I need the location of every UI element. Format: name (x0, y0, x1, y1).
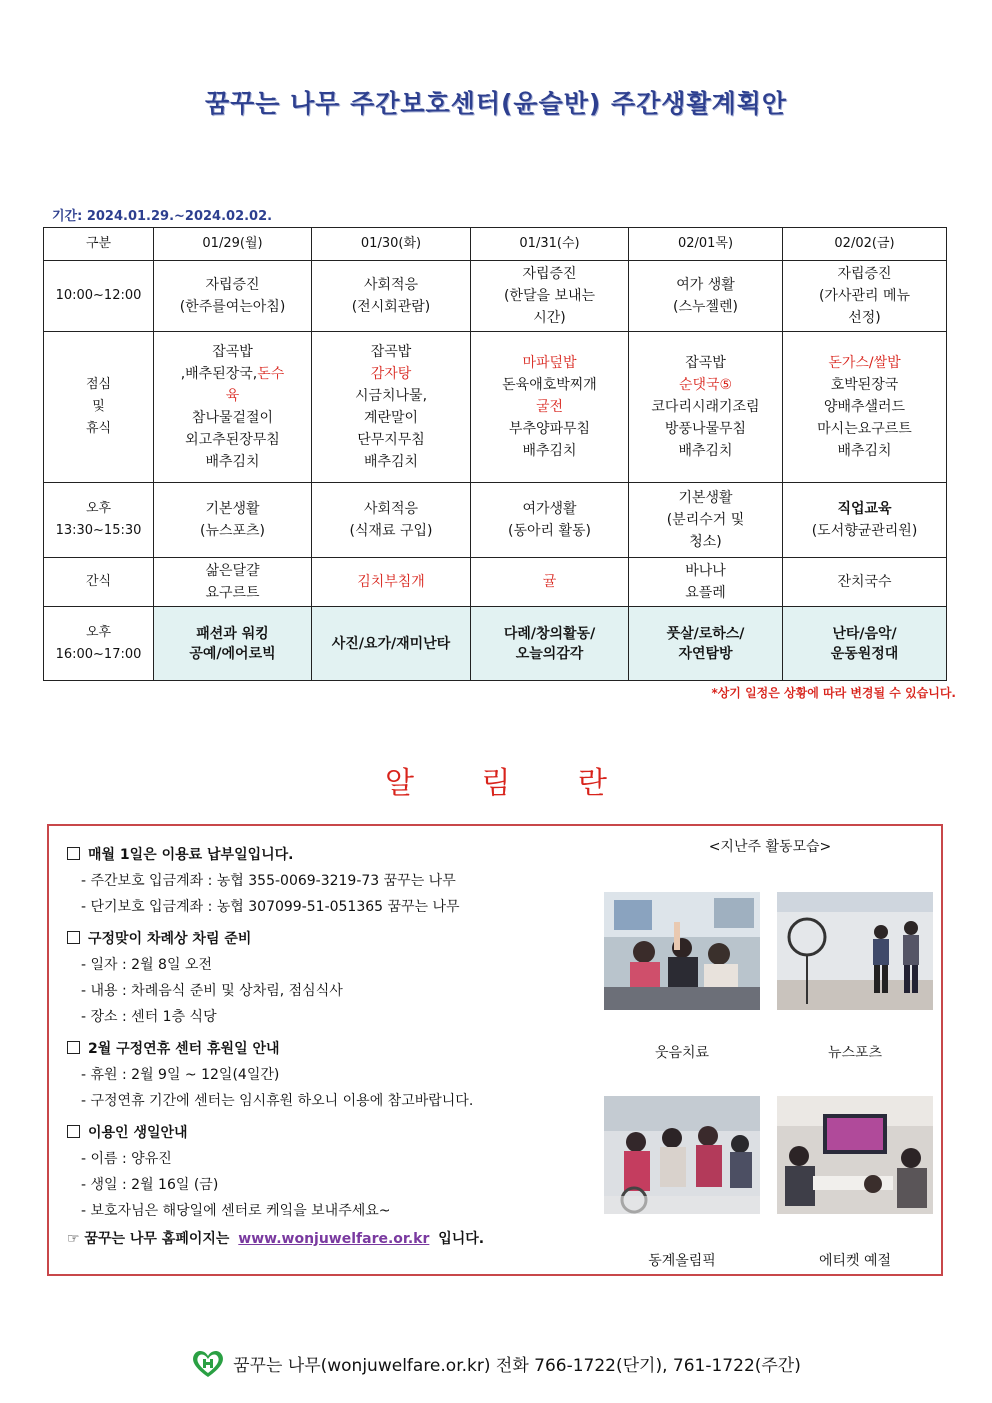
activity-main: 여가 생활 (676, 277, 735, 293)
menu-item-highlight: 돈수 (257, 366, 285, 382)
heart-logo-icon (191, 1349, 225, 1384)
program-line: 자연탐방 (678, 645, 733, 662)
menu-item: 돈육애호박찌개 (502, 377, 597, 393)
activity-sub: (전시회관람) (351, 299, 431, 315)
late-tue (312, 607, 471, 681)
row-label-line: 휴식 (85, 421, 112, 436)
late-mon (154, 607, 312, 681)
activity-sub: (도서향균관리원) (811, 523, 918, 539)
row-label-line: 오후 (85, 501, 112, 516)
row-label-afternoon (44, 483, 154, 558)
snack-thu (629, 558, 783, 607)
notice-heading-text: 이용인 생일안내 (88, 1125, 188, 1141)
snack-wed: 귤 (471, 558, 629, 607)
menu-item: 양배추샐러드 (823, 399, 906, 415)
program-line: 패션과 워킹 (196, 625, 269, 642)
afternoon-tue (312, 483, 471, 558)
notice-line: - 구정연휴 기간에 센터는 임시휴원 하오니 이용에 참고바랍니다. (81, 1093, 474, 1109)
homepage-prefix: ☞ 꿈꾸는 나무 홈페이지는 (67, 1231, 230, 1247)
footer-text: 꿈꾸는 나무(wonjuwelfare.or.kr) 전화 766-1722(단기), 761-1722(주간) (233, 1356, 801, 1376)
activity-main: 사회적응 (363, 501, 419, 517)
activity-sub: (식재료 구입) (349, 523, 433, 539)
activity-main: 직업교육 (837, 501, 892, 517)
row-label-line: 오후 (85, 624, 112, 640)
notice-heading (67, 842, 597, 868)
lunch-fri (783, 332, 947, 483)
activity-sub: (스누젤렌) (672, 299, 739, 315)
program-line: 사진/요가/재미난타 (331, 635, 451, 652)
menu-item: 배추김치 (678, 443, 733, 459)
photo-caption: 에티켓 예절 (818, 1253, 892, 1269)
photo-caption: 동계올림픽 (648, 1253, 716, 1269)
activity-photo-etiquette (777, 1096, 933, 1214)
notice-line: - 주간보호 입금계좌 : 농협 355-0069-3219-73 꿈꾸는 나무 (81, 873, 456, 889)
menu-item: 잡곡밥 (212, 344, 253, 360)
activity-main: 자립증진 (205, 277, 260, 293)
menu-item: 방풍나물무침 (664, 421, 747, 437)
menu-item: 잡곡밥 (685, 355, 726, 371)
checkbox-square-icon (67, 847, 80, 860)
late-afternoon-row (44, 607, 947, 681)
snack-tue: 김치부침개 (312, 558, 471, 607)
activity-photo-olympics (604, 1096, 760, 1214)
snack-item: 요구르트 (205, 585, 260, 601)
afternoon-row (44, 483, 947, 558)
photo-placeholder (777, 1096, 933, 1214)
lunch-wed (471, 332, 629, 483)
notice-line: - 단기보호 입금계좌 : 농협 307099-51-051365 꿈꾸는 나무 (81, 899, 460, 915)
notice-section (67, 842, 597, 920)
row-label-line: 16:00~17:00 (55, 646, 142, 662)
notice-heading-text: 매월 1일은 이용료 납부일입니다. (88, 847, 294, 863)
notice-box (47, 824, 943, 1276)
activity-main: 여가생활 (522, 501, 577, 517)
photo-placeholder (604, 892, 760, 1010)
menu-item: 외고추된장무침 (185, 432, 280, 448)
menu-item: 마시는요구르트 (817, 421, 912, 437)
morning-row (44, 261, 947, 332)
program-line: 다례/창의활동/ (503, 625, 596, 642)
program-line: 공예/에어로빅 (189, 645, 276, 662)
activity-main: 사회적응 (363, 277, 419, 293)
menu-item: 계란말이 (363, 410, 419, 426)
menu-item: 부추양파무침 (508, 421, 591, 437)
menu-item-highlight: 굴전 (535, 399, 564, 415)
photo-caption: 웃음치료 (654, 1045, 710, 1061)
header-cell: 구분 (44, 228, 154, 261)
notice-heading-text: 2월 구정연휴 센터 휴원일 안내 (88, 1041, 280, 1057)
morning-mon (154, 261, 312, 332)
morning-fri (783, 261, 947, 332)
row-label-lunch (44, 332, 154, 483)
header-row (44, 228, 947, 261)
weekly-plan-table (43, 227, 947, 681)
activity-sub: (뉴스포츠) (199, 523, 266, 539)
notice-section (67, 1120, 597, 1224)
lunch-tue (312, 332, 471, 483)
late-thu (629, 607, 783, 681)
notice-line: - 이름 : 양유진 (81, 1151, 172, 1167)
menu-item: 잡곡밥 (370, 344, 412, 360)
notice-heading (67, 1120, 597, 1146)
snack-row (44, 558, 947, 607)
notice-line: - 보호자님은 해당일에 센터로 케잌을 보내주세요~ (81, 1203, 391, 1219)
gallery-title: <지난주 활동모습> (708, 839, 832, 855)
notice-heading-text: 구정맞이 차례상 차림 준비 (88, 931, 252, 947)
menu-item: 배추김치 (837, 443, 892, 459)
menu-item (157, 363, 308, 385)
homepage-suffix: 입니다. (438, 1231, 485, 1247)
notice-line: - 일자 : 2월 8일 오전 (81, 957, 212, 973)
menu-item-part: ,배추된장국, (180, 366, 258, 382)
menu-item: 배추김치 (363, 454, 419, 470)
row-label-line: 13:30~15:30 (55, 523, 142, 538)
notice-section (67, 926, 597, 1030)
morning-thu (629, 261, 783, 332)
program-line: 운동원정대 (830, 645, 899, 662)
day-header-thu: 02/01목) (629, 228, 783, 261)
late-fri (783, 607, 947, 681)
snack-item: 삶은달걀 (205, 563, 260, 579)
morning-wed (471, 261, 629, 332)
snack-item: 요플레 (685, 585, 726, 601)
program-line: 풋살/로하스/ (666, 625, 745, 642)
menu-item: 배추김치 (522, 443, 577, 459)
activity-main: 자립증진 (522, 266, 577, 282)
activity-sub: (분리수거 및 (666, 512, 745, 528)
activity-sub: 청소) (689, 534, 722, 550)
late-wed (471, 607, 629, 681)
snack-mon (154, 558, 312, 607)
day-header-fri: 02/02(금) (783, 228, 947, 261)
notice-section (67, 1036, 597, 1114)
menu-item-highlight: 돈가스/쌀밥 (828, 355, 901, 371)
checkbox-square-icon (67, 931, 80, 944)
homepage-line (67, 1226, 597, 1252)
photo-placeholder (604, 1096, 760, 1214)
menu-item-highlight: 순댓국⑤ (678, 377, 733, 393)
schedule-change-note: *상기 일정은 상황에 따라 변경될 수 있습니다. (711, 686, 956, 700)
lunch-thu (629, 332, 783, 483)
day-header-wed: 01/31(수) (471, 228, 629, 261)
photo-caption: 뉴스포츠 (827, 1045, 883, 1061)
checkbox-square-icon (67, 1041, 80, 1054)
afternoon-wed (471, 483, 629, 558)
menu-item-highlight: 마파덮밥 (522, 355, 577, 371)
activity-main: 기본생활 (205, 501, 260, 517)
lunch-row (44, 332, 947, 483)
checkbox-square-icon (67, 1125, 80, 1138)
notice-list (67, 842, 597, 1252)
notice-line: - 생일 : 2월 16일 (금) (81, 1177, 219, 1193)
snack-fri: 잔치국수 (783, 558, 947, 607)
program-line: 난타/음악/ (832, 625, 897, 642)
afternoon-fri (783, 483, 947, 558)
notice-line: - 장소 : 센터 1층 식당 (81, 1009, 217, 1025)
row-label-late-afternoon (44, 607, 154, 681)
menu-item: 코다리시래기조림 (651, 399, 760, 415)
menu-item: 배추김치 (205, 454, 260, 470)
activity-sub: 시간) (533, 310, 566, 326)
activity-sub: 선정) (848, 310, 881, 326)
notice-line: - 휴원 : 2월 9일 ~ 12일(4일간) (81, 1067, 280, 1083)
notice-heading (67, 1036, 597, 1062)
menu-item-highlight: 육 (225, 388, 240, 404)
day-header-tue: 01/30(화) (312, 228, 471, 261)
lunch-mon (154, 332, 312, 483)
activity-photo-newsports (777, 892, 933, 1010)
activity-photo-laughter (604, 892, 760, 1010)
notice-line: - 내용 : 차례음식 준비 및 상차림, 점심식사 (81, 983, 343, 999)
heart-logo-graphic (191, 1349, 225, 1379)
notice-heading (67, 926, 597, 952)
afternoon-thu (629, 483, 783, 558)
menu-item: 참나물겉절이 (191, 410, 274, 426)
row-label-line: 점심 (85, 377, 112, 392)
afternoon-mon (154, 483, 312, 558)
activity-sub: (한주를여는아침) (179, 299, 286, 315)
activity-main: 기본생활 (678, 490, 733, 506)
menu-item: 시금치나물, (354, 388, 428, 404)
activity-main: 자립증진 (837, 266, 892, 282)
row-label-line: 및 (92, 399, 105, 414)
page-title: 꿈꾸는 나무 주간보호센터(윤슬반) 주간생활계획안 (204, 89, 788, 118)
menu-item: 단무지무침 (357, 432, 425, 448)
activity-sub: (가사관리 메뉴 (818, 288, 911, 304)
menu-item-highlight: 감자탕 (370, 366, 412, 382)
photo-placeholder (777, 892, 933, 1010)
row-label-morning: 10:00~12:00 (44, 261, 154, 332)
period-label: 기간: 2024.01.29.~2024.02.02. (52, 209, 273, 224)
footer (0, 1349, 992, 1384)
morning-tue (312, 261, 471, 332)
snack-item: 바나나 (685, 563, 726, 579)
notice-board-title: 알 림 란 (384, 766, 607, 801)
menu-item: 호박된장국 (830, 377, 899, 393)
row-label-snack: 간식 (44, 558, 154, 607)
homepage-link[interactable]: www.wonjuwelfare.or.kr (238, 1231, 430, 1247)
activity-sub: (한달을 보내는 (503, 288, 596, 304)
program-line: 오늘의감각 (515, 645, 584, 662)
day-header-mon: 01/29(월) (154, 228, 312, 261)
activity-sub: (동아리 활동) (508, 523, 591, 539)
